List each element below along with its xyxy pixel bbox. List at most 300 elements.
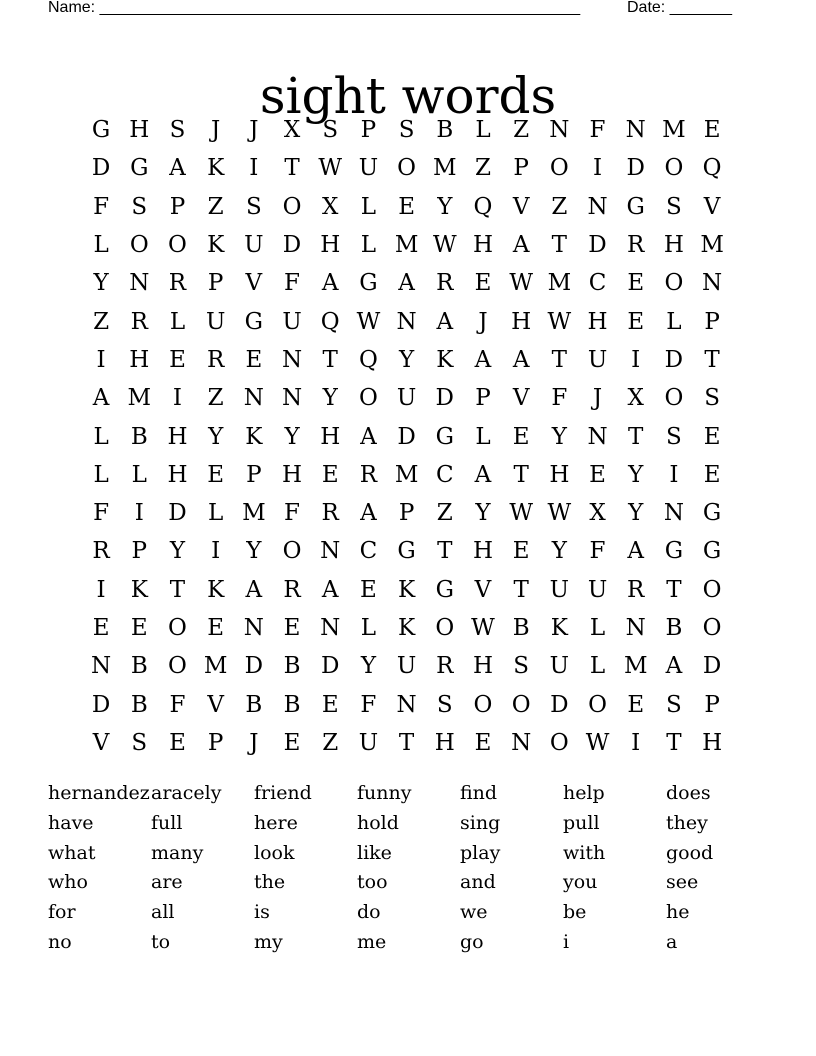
grid-letter: H xyxy=(129,117,150,144)
grid-letter: B xyxy=(665,615,683,641)
grid-row xyxy=(82,341,732,379)
grid-letter: F xyxy=(284,500,301,527)
grid-letter: S xyxy=(169,117,186,144)
word-list-item: you xyxy=(563,871,598,894)
grid-letter: Y xyxy=(246,538,262,565)
grid-letter: M xyxy=(394,461,419,488)
grid-letter: L xyxy=(589,653,606,680)
grid-letter: W xyxy=(356,308,381,335)
grid-letter: E xyxy=(512,538,530,565)
grid-letter: N xyxy=(243,615,264,641)
word-list-item: like xyxy=(357,841,392,864)
grid-letter: T xyxy=(513,461,529,488)
grid-letter: I xyxy=(592,155,603,182)
grid-letter: A xyxy=(169,155,186,182)
word-list-item: see xyxy=(666,871,699,894)
grid-letter: R xyxy=(321,500,339,527)
grid-letter: Y xyxy=(551,538,567,565)
grid-letter: O xyxy=(168,232,187,259)
word-list-item: here xyxy=(254,811,298,834)
grid-letter: T xyxy=(628,423,644,450)
grid-letter: U xyxy=(205,308,226,335)
grid-letter: C xyxy=(435,461,454,488)
grid-letter: T xyxy=(398,729,415,756)
grid-letter: Q xyxy=(320,308,340,335)
grid-letter: V xyxy=(512,193,530,220)
grid-letter: I xyxy=(96,576,106,603)
grid-letter: R xyxy=(436,270,454,297)
grid-letter: M xyxy=(394,232,419,259)
grid-letter: Y xyxy=(322,385,338,412)
word-list-item: they xyxy=(666,811,708,834)
grid-letter: N xyxy=(511,729,532,756)
grid-row xyxy=(82,379,732,417)
grid-letter: F xyxy=(284,270,301,297)
word-list-item: aracely xyxy=(151,782,222,804)
grid-letter: W xyxy=(432,232,457,259)
word-list-item: a xyxy=(666,930,678,953)
grid-letter: B xyxy=(512,615,530,641)
word-list-item: does xyxy=(666,782,711,804)
word-list-item: help xyxy=(563,782,605,804)
word-list-item: is xyxy=(254,901,270,924)
grid-letter: G xyxy=(397,538,416,565)
word-list-item: me xyxy=(357,930,387,953)
grid-letter: G xyxy=(664,538,684,565)
grid-letter: O xyxy=(397,155,417,182)
grid-letter: U xyxy=(396,653,417,680)
grid-letter: X xyxy=(283,117,301,144)
grid-letter: F xyxy=(93,500,110,527)
grid-letter: Z xyxy=(513,117,530,144)
grid-letter: H xyxy=(549,461,570,488)
grid-letter: O xyxy=(664,155,684,182)
grid-letter: E xyxy=(398,193,415,220)
grid-letter: N xyxy=(243,385,264,412)
grid-letter: T xyxy=(437,538,453,565)
grid-letter: N xyxy=(320,538,341,565)
grid-letter: A xyxy=(474,346,492,373)
grid-letter: I xyxy=(631,729,641,756)
word-list-item: the xyxy=(254,871,286,894)
grid-letter: O xyxy=(664,385,684,412)
word-list-item: sing xyxy=(460,811,501,834)
grid-letter: W xyxy=(509,500,533,527)
grid-letter: L xyxy=(475,423,491,450)
grid-letter: Y xyxy=(93,270,109,297)
grid-letter: G xyxy=(702,500,722,527)
word-list-item: i xyxy=(563,930,570,953)
grid-letter: E xyxy=(703,461,721,488)
grid-letter: O xyxy=(511,691,531,718)
grid-letter: H xyxy=(320,423,341,450)
grid-letter: G xyxy=(244,308,264,335)
grid-letter: H xyxy=(702,729,723,756)
grid-letter: Y xyxy=(399,346,415,373)
grid-letter: O xyxy=(588,691,607,718)
grid-letter: B xyxy=(436,117,454,144)
word-list-item: play xyxy=(460,841,501,864)
word-list-item: for xyxy=(48,901,76,924)
grid-letter: D xyxy=(588,232,607,259)
grid-letter: E xyxy=(92,615,110,641)
grid-letter: Y xyxy=(551,423,567,450)
grid-letter: S xyxy=(245,193,262,220)
grid-letter: N xyxy=(625,117,646,144)
grid-letter: R xyxy=(359,461,378,488)
grid-letter: U xyxy=(549,653,570,680)
grid-letter: Z xyxy=(551,193,568,220)
grid-letter: Z xyxy=(474,155,491,182)
grid-letter: D xyxy=(320,653,340,680)
grid-letter: A xyxy=(627,538,645,565)
grid-letter: I xyxy=(211,538,221,565)
grid-letter: E xyxy=(130,615,148,641)
grid-row xyxy=(82,111,732,149)
grid-letter: L xyxy=(169,308,186,335)
grid-letter: D xyxy=(626,155,645,182)
grid-letter: T xyxy=(666,576,682,603)
grid-letter: T xyxy=(169,576,186,603)
grid-letter: O xyxy=(435,615,455,641)
grid-letter: H xyxy=(472,232,493,259)
grid-letter: H xyxy=(167,423,188,450)
word-list-item: be xyxy=(563,901,587,924)
grid-letter: N xyxy=(91,653,112,680)
grid-letter: O xyxy=(282,538,302,565)
grid-letter: X xyxy=(589,500,606,527)
grid-letter: W xyxy=(471,615,495,641)
grid-letter: O xyxy=(129,232,149,259)
grid-letter: E xyxy=(283,615,301,641)
grid-letter: K xyxy=(130,576,148,603)
grid-letter: O xyxy=(282,193,302,220)
grid-letter: E xyxy=(169,346,186,373)
grid-letter: L xyxy=(360,193,377,220)
grid-letter: O xyxy=(549,155,569,182)
grid-letter: E xyxy=(589,461,606,488)
grid-letter: A xyxy=(245,576,263,603)
grid-letter: L xyxy=(475,117,491,144)
grid-letter: D xyxy=(664,346,684,373)
grid-letter: C xyxy=(588,270,607,297)
grid-letter: U xyxy=(282,308,302,335)
grid-letter: L xyxy=(93,232,109,259)
grid-letter: D xyxy=(550,691,569,718)
grid-letter: O xyxy=(664,270,684,297)
grid-letter: N xyxy=(320,615,341,641)
grid-letter: A xyxy=(360,500,377,527)
grid-letter: X xyxy=(322,193,339,220)
grid-letter: T xyxy=(513,576,529,603)
word-bank xyxy=(48,779,769,958)
grid-letter: Z xyxy=(322,729,339,756)
grid-letter: M xyxy=(700,232,724,259)
grid-letter: H xyxy=(472,538,493,565)
grid-letter: N xyxy=(702,270,723,297)
word-list-item: we xyxy=(460,901,488,924)
grid-letter: K xyxy=(207,155,225,182)
grid-letter: C xyxy=(359,538,378,565)
grid-letter: J xyxy=(249,117,259,144)
grid-letter: I xyxy=(631,346,641,373)
grid-letter: Y xyxy=(169,538,186,565)
grid-letter: S xyxy=(131,193,148,220)
grid-letter: S xyxy=(398,117,415,144)
word-list-item: are xyxy=(151,871,183,894)
grid-letter: O xyxy=(168,615,187,641)
word-list-item: have xyxy=(48,811,94,834)
grid-letter: F xyxy=(169,691,186,718)
word-list-item: good xyxy=(666,841,714,864)
grid-letter: R xyxy=(168,270,187,297)
grid-letter: K xyxy=(436,346,454,373)
grid-row xyxy=(82,571,732,609)
grid-row xyxy=(82,226,732,264)
grid-letter: H xyxy=(511,308,532,335)
grid-letter: Y xyxy=(208,423,224,450)
grid-letter: D xyxy=(397,423,416,450)
grid-letter: B xyxy=(283,653,301,680)
grid-letter: W xyxy=(547,500,572,527)
grid-letter: O xyxy=(473,691,493,718)
page-title: sight words xyxy=(259,66,557,125)
grid-letter: K xyxy=(398,576,416,603)
grid-letter: H xyxy=(434,729,455,756)
grid-letter: J xyxy=(249,729,259,756)
grid-letter: I xyxy=(172,385,183,412)
grid-letter: E xyxy=(321,691,339,718)
word-list-item: find xyxy=(460,782,498,804)
grid-letter: E xyxy=(207,615,225,641)
word-list-item: to xyxy=(151,930,171,953)
grid-letter: G xyxy=(359,270,378,297)
grid-letter: H xyxy=(167,461,188,488)
grid-letter: A xyxy=(436,308,454,335)
word-list-item: hernandez xyxy=(48,782,150,804)
grid-letter: P xyxy=(360,117,377,144)
grid-letter: L xyxy=(360,615,377,641)
date-field-label: Date: _______ xyxy=(627,0,732,16)
grid-letter: H xyxy=(282,461,303,488)
grid-letter: Y xyxy=(628,461,644,488)
grid-letter: O xyxy=(702,576,722,603)
grid-row xyxy=(82,609,732,647)
word-list-item: too xyxy=(357,871,388,894)
grid-letter: N xyxy=(396,691,417,718)
grid-letter: L xyxy=(93,461,109,488)
word-list-item: who xyxy=(48,871,88,894)
grid-letter: U xyxy=(244,232,264,259)
grid-letter: O xyxy=(702,615,722,641)
word-list-item: friend xyxy=(254,782,312,804)
grid-letter: I xyxy=(669,461,679,488)
grid-letter: I xyxy=(249,155,259,182)
word-list-item: go xyxy=(460,930,484,953)
grid-letter: F xyxy=(360,691,377,718)
grid-letter: V xyxy=(474,576,492,603)
grid-letter: M xyxy=(203,653,228,680)
grid-letter: F xyxy=(551,385,568,412)
word-list-item: what xyxy=(48,841,96,864)
grid-letter: N xyxy=(663,500,684,527)
grid-letter: E xyxy=(627,308,645,335)
word-search-grid xyxy=(82,111,732,762)
grid-letter: W xyxy=(547,308,572,335)
grid-letter: T xyxy=(666,729,682,756)
grid-letter: Z xyxy=(93,308,110,335)
grid-letter: B xyxy=(130,423,148,450)
grid-letter: D xyxy=(282,232,302,259)
grid-letter: E xyxy=(474,270,492,297)
grid-letter: V xyxy=(207,691,224,718)
grid-letter: Q xyxy=(702,155,722,182)
grid-letter: E xyxy=(207,461,225,488)
grid-letter: P xyxy=(513,155,529,182)
grid-letter: D xyxy=(91,155,111,182)
grid-letter: M xyxy=(623,653,648,680)
grid-letter: R xyxy=(92,538,110,565)
grid-letter: E xyxy=(627,691,645,718)
grid-letter: R xyxy=(436,653,454,680)
grid-letter: V xyxy=(512,385,530,412)
grid-letter: N xyxy=(396,308,417,335)
grid-letter: W xyxy=(318,155,343,182)
grid-letter: M xyxy=(547,270,572,297)
word-list-item: and xyxy=(460,871,496,894)
grid-letter: L xyxy=(666,308,682,335)
grid-letter: S xyxy=(322,117,339,144)
grid-letter: N xyxy=(587,193,608,220)
grid-letter: T xyxy=(284,155,300,182)
grid-letter: K xyxy=(207,576,225,603)
grid-row xyxy=(82,456,732,494)
grid-letter: G xyxy=(130,155,149,182)
grid-letter: F xyxy=(589,538,606,565)
word-list-item: with xyxy=(563,841,606,864)
grid-letter: Y xyxy=(437,193,453,220)
grid-letter: R xyxy=(206,346,225,373)
grid-letter: Z xyxy=(207,193,224,220)
grid-letter: Z xyxy=(436,500,453,527)
grid-letter: A xyxy=(321,576,339,603)
grid-letter: R xyxy=(283,576,301,603)
grid-letter: L xyxy=(208,500,224,527)
word-list-item: do xyxy=(357,901,381,924)
grid-letter: A xyxy=(321,270,339,297)
grid-letter: O xyxy=(358,385,378,412)
grid-letter: W xyxy=(509,270,533,297)
grid-letter: W xyxy=(585,729,610,756)
grid-letter: E xyxy=(283,729,301,756)
grid-letter: S xyxy=(666,691,682,718)
grid-letter: M xyxy=(242,500,266,527)
grid-letter: Z xyxy=(207,385,224,412)
grid-letter: L xyxy=(589,615,606,641)
grid-letter: Y xyxy=(628,500,644,527)
grid-letter: B xyxy=(130,653,148,680)
grid-letter: F xyxy=(93,193,110,220)
grid-letter: Q xyxy=(358,346,378,373)
grid-letter: T xyxy=(322,346,338,373)
word-list-item: all xyxy=(151,901,175,924)
grid-letter: M xyxy=(662,117,686,144)
grid-letter: E xyxy=(703,117,721,144)
grid-letter: E xyxy=(360,576,377,603)
grid-letter: K xyxy=(398,615,416,641)
grid-letter: N xyxy=(281,385,303,412)
grid-letter: K xyxy=(207,232,225,259)
grid-letter: J xyxy=(211,117,221,144)
grid-letter: V xyxy=(245,270,263,297)
grid-letter: J xyxy=(478,308,488,335)
word-list-item: my xyxy=(254,930,283,953)
grid-letter: L xyxy=(360,232,377,259)
grid-letter: R xyxy=(627,576,645,603)
grid-letter: T xyxy=(704,346,720,373)
grid-letter: U xyxy=(587,346,608,373)
grid-letter: R xyxy=(130,308,148,335)
grid-row xyxy=(82,149,732,187)
grid-letter: A xyxy=(398,270,415,297)
grid-letter: E xyxy=(169,729,186,756)
grid-letter: D xyxy=(435,385,454,412)
grid-letter: L xyxy=(93,423,109,450)
grid-row xyxy=(82,417,732,455)
grid-letter: Y xyxy=(475,500,491,527)
grid-letter: A xyxy=(92,385,110,412)
grid-letter: E xyxy=(627,270,645,297)
grid-letter: T xyxy=(551,232,568,259)
grid-letter: G xyxy=(702,538,722,565)
grid-row xyxy=(82,264,732,302)
grid-letter: S xyxy=(666,423,682,450)
grid-letter: S xyxy=(436,691,453,718)
grid-letter: Q xyxy=(473,193,493,220)
grid-letter: U xyxy=(358,729,379,756)
grid-letter: E xyxy=(321,461,339,488)
grid-letter: G xyxy=(91,117,111,144)
grid-letter: J xyxy=(592,385,603,412)
grid-letter: I xyxy=(134,500,144,527)
grid-letter: Y xyxy=(360,653,376,680)
grid-letter: P xyxy=(207,729,224,756)
grid-letter: D xyxy=(702,653,722,680)
grid-letter: H xyxy=(472,653,493,680)
grid-letter: F xyxy=(589,117,606,144)
grid-row xyxy=(82,685,732,723)
word-list-item: hold xyxy=(357,811,399,834)
grid-letter: K xyxy=(550,615,568,641)
grid-letter: D xyxy=(168,500,187,527)
grid-letter: A xyxy=(665,653,683,680)
word-list-item: pull xyxy=(563,811,600,834)
grid-letter: P xyxy=(475,385,491,412)
grid-letter: P xyxy=(169,193,186,220)
grid-letter: B xyxy=(283,691,301,718)
grid-letter: N xyxy=(129,270,150,297)
grid-letter: B xyxy=(130,691,148,718)
grid-letter: X xyxy=(627,385,644,412)
grid-letter: G xyxy=(435,576,454,603)
grid-letter: P xyxy=(207,270,224,297)
grid-letter: P xyxy=(704,691,720,718)
grid-letter: K xyxy=(245,423,263,450)
word-list-item: full xyxy=(151,811,183,834)
grid-row xyxy=(82,724,732,762)
grid-letter: U xyxy=(587,576,608,603)
word-list-item: no xyxy=(48,930,72,953)
